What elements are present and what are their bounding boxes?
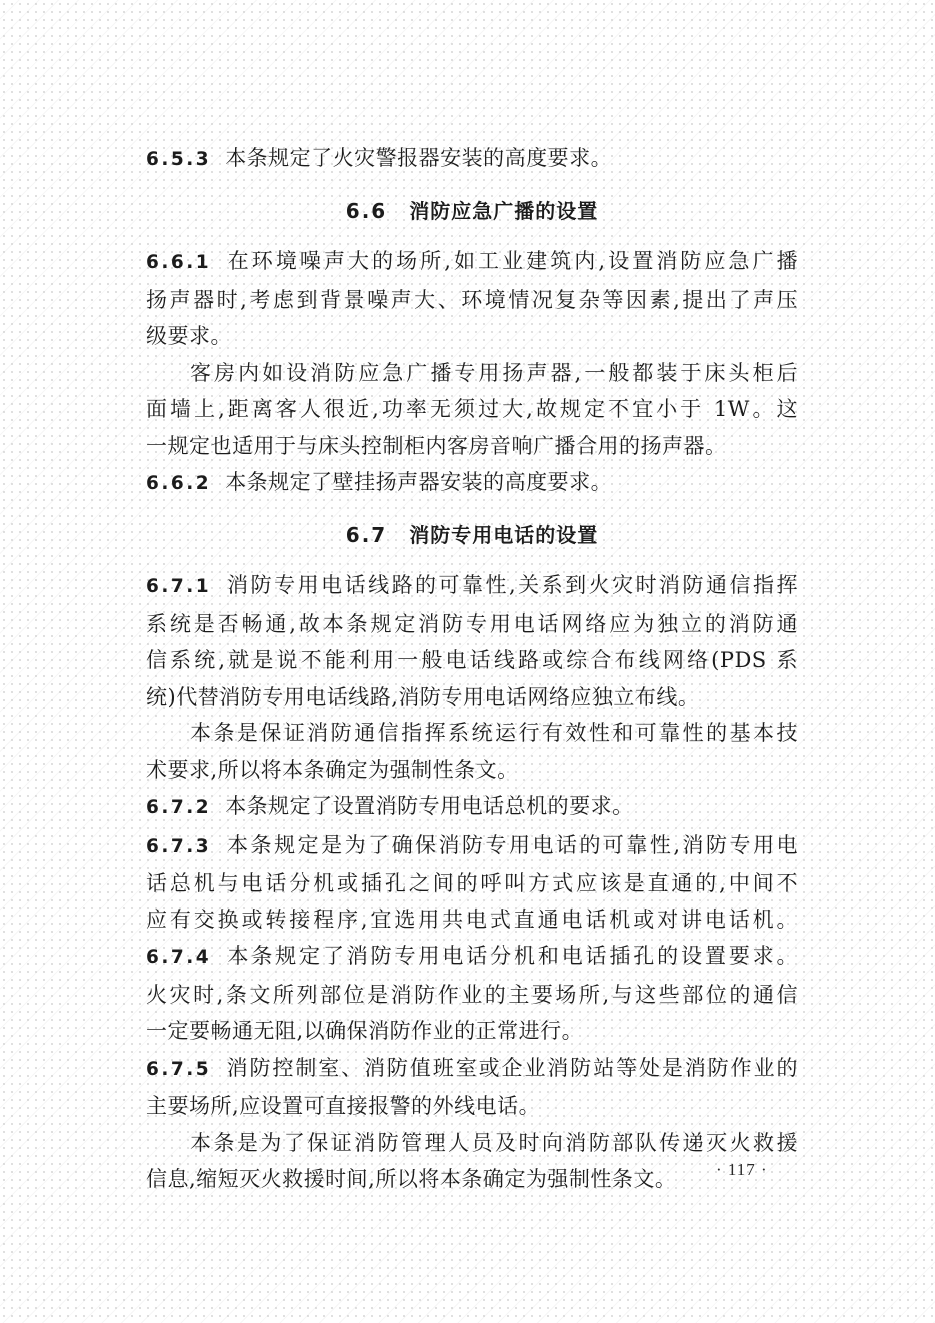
clause-text-line: 话总机与电话分机或插孔之间的呼叫方式应该是直通的,中间不 xyxy=(146,871,798,895)
section-title: 消防专用电话的设置 xyxy=(409,522,599,547)
clause-6-6-2 xyxy=(146,464,798,503)
clause-text: 本条规定是为了确保消防专用电话的可靠性,消防专用电 xyxy=(225,832,798,857)
clause-text-line: 一定要畅通无阻,以确保消防作业的正常进行。 xyxy=(146,1019,584,1043)
clause-text: 消防控制室、消防值班室或企业消防站等处是消防作业的 xyxy=(225,1055,798,1080)
clause-text: 本条规定了消防专用电话分机和电话插孔的设置要求。 xyxy=(225,944,798,968)
clause-text-line: 级要求。 xyxy=(146,324,232,348)
paragraph-line: 信息,缩短灭火救援时间,所以将本条确定为强制性条文。 xyxy=(146,1167,677,1191)
paragraph-line: 术要求,所以将本条确定为强制性条文。 xyxy=(146,757,519,782)
page-number: · 117 · xyxy=(716,1160,768,1179)
clause-6-7-3 xyxy=(146,827,798,866)
clause-text-line: 扬声器时,考虑到背景噪声大、环境情况复杂等因素,提出了声压 xyxy=(146,287,798,312)
clause-text: 消防专用电话线路的可靠性,关系到火灾时消防通信指挥 xyxy=(225,573,798,597)
clause-text: 本条规定了壁挂扬声器安装的高度要求。 xyxy=(225,470,613,494)
clause-text: 本条规定了火灾警报器安装的高度要求。 xyxy=(225,146,613,170)
section-number: 6.7 xyxy=(345,522,388,547)
clause-text: 本条规定了设置消防专用电话总机的要求。 xyxy=(225,794,634,818)
page-content xyxy=(146,140,798,1198)
clause-number: 6.7.5 xyxy=(146,1058,212,1080)
paragraph-line: 一规定也适用于与床头控制柜内客房音响广播合用的扬声器。 xyxy=(146,433,727,458)
clause-number: 6.7.1 xyxy=(146,576,212,597)
section-number: 6.6 xyxy=(345,198,388,223)
clause-text-line: 系统是否畅通,故本条规定消防专用电话网络应为独立的消防通 xyxy=(146,611,798,636)
clause-number: 6.7.4 xyxy=(146,947,212,968)
clause-text-line: 应有交换或转接程序,宜选用共电式直通电话机或对讲电话机。 xyxy=(146,907,798,932)
paragraph-line: 本条是为了保证消防管理人员及时向消防部队传递灭火救援 xyxy=(190,1130,798,1155)
section-title: 消防应急广播的设置 xyxy=(409,198,599,223)
clause-text-line: 火灾时,条文所列部位是消防作业的主要场所,与这些部位的通信 xyxy=(146,982,798,1007)
clause-number: 6.6.1 xyxy=(146,252,212,273)
paragraph-line: 面墙上,距离客人很近,功率无须过大,故规定不宜小于 1W。这 xyxy=(146,397,798,421)
clause-number: 6.7.3 xyxy=(146,835,212,857)
clause-6-7-5 xyxy=(146,1050,798,1089)
clause-text: 在环境噪声大的场所,如工业建筑内,设置消防应急广播 xyxy=(225,249,798,273)
section-heading-6-6 xyxy=(146,193,798,230)
clause-6-7-4 xyxy=(146,938,798,977)
clause-text-line: 信系统,就是说不能利用一般电话线路或综合布线网络(PDS 系 xyxy=(146,648,798,672)
clause-6-7-1 xyxy=(146,567,798,606)
clause-number: 6.7.2 xyxy=(146,797,212,818)
clause-text-line: 主要场所,应设置可直接报警的外线电话。 xyxy=(146,1094,541,1118)
clause-number: 6.5.3 xyxy=(146,149,212,170)
clause-text-line: 统)代替消防专用电话线路,消防专用电话网络应独立布线。 xyxy=(146,684,700,709)
section-heading-6-7 xyxy=(146,517,798,554)
clause-6-6-1 xyxy=(146,243,798,282)
paragraph-line: 本条是保证消防通信指挥系统运行有效性和可靠性的基本技 xyxy=(190,721,798,745)
clause-number: 6.6.2 xyxy=(146,473,212,494)
clause-6-5-3 xyxy=(146,140,798,179)
paragraph-line: 客房内如设消防应急广播专用扬声器,一般都装于床头柜后 xyxy=(190,360,798,385)
clause-6-7-2 xyxy=(146,788,798,827)
